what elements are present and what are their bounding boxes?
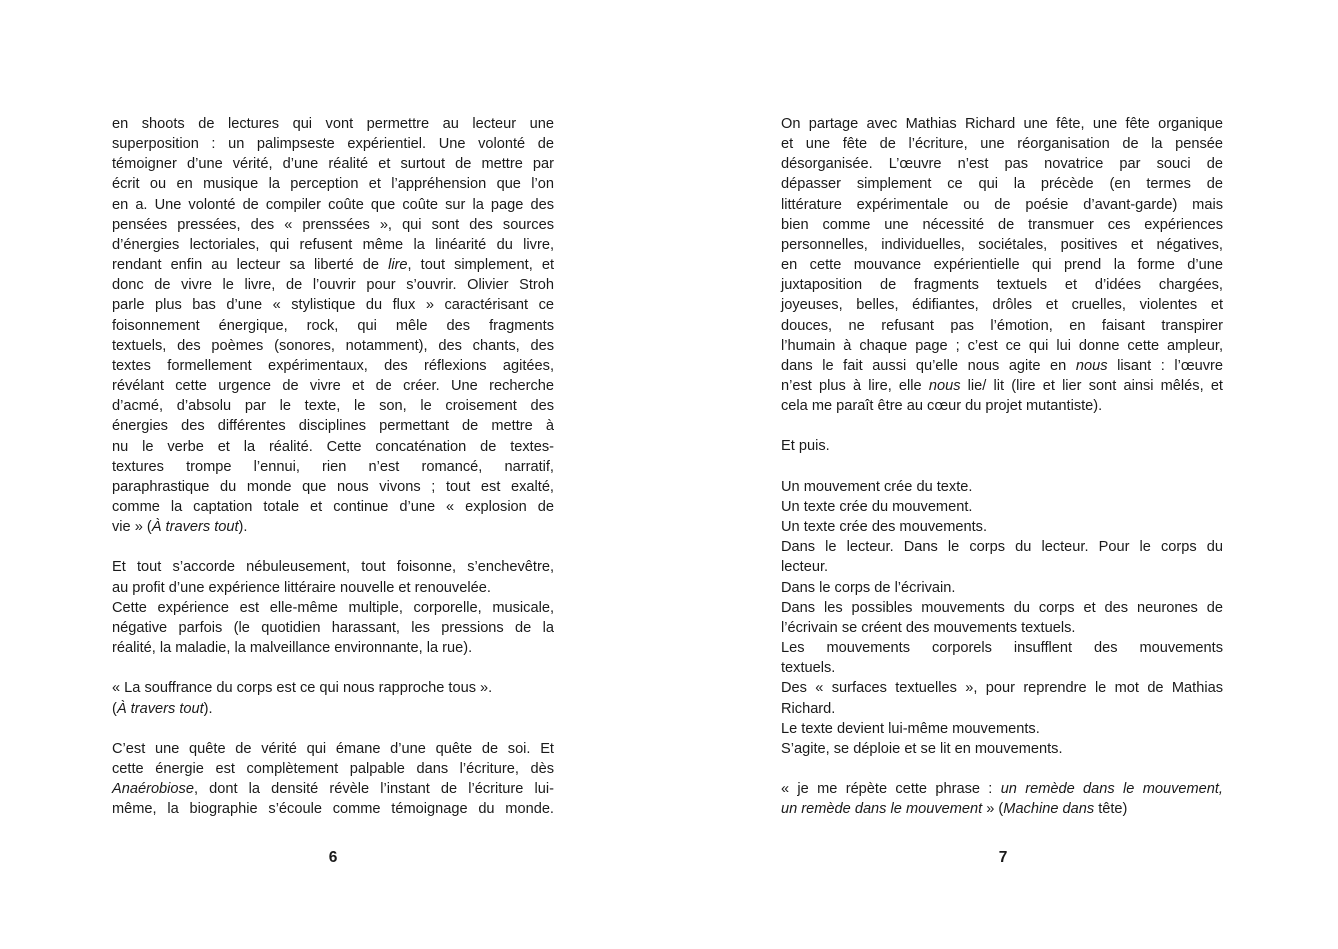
text-segment: superposition : un palimpseste expérientiel. Une volonté de <box>112 136 554 153</box>
text-segment: Cette expérience est elle-même multiple, corporelle, musicale, <box>112 599 554 616</box>
text-segment: écrit ou en musique la perception et l’appréhension que l’on <box>112 176 554 193</box>
text-line <box>112 739 554 759</box>
text-line <box>781 295 1223 315</box>
text-segment: textuels. <box>781 660 836 677</box>
text-segment: l’écrivain se créent des mouvements textuels. <box>781 619 1076 636</box>
text-segment: lie/ lit (lire et lier sont ainsi mêlés, et <box>960 378 1223 395</box>
text-line <box>781 174 1223 194</box>
text-segment: tête) <box>1094 801 1128 818</box>
text-segment: textures trompe l’ennui, rien n’est romancé, narratif, <box>112 458 554 475</box>
text-segment: joyeuses, belles, édifiantes, drôles et cruelles, violentes et <box>781 297 1223 314</box>
text-line <box>781 255 1223 275</box>
text-segment: littérature expérimentale ou de poésie d’avant-garde) mais <box>781 196 1223 213</box>
text-segment: même, la biographie s’écoule comme témoignage du monde. <box>112 801 554 818</box>
italic-text: Machine dans <box>1003 801 1095 818</box>
text-segment: dans le fait aussi qu’elle nous agite en <box>781 357 1076 374</box>
text-segment: négative parfois (le quotidien harassant, les pressions de la <box>112 619 554 636</box>
text-line <box>112 134 554 154</box>
text-segment: , dont la densité révèle l’instant de l’écriture lui- <box>193 781 554 798</box>
text-line <box>112 174 554 194</box>
text-line <box>112 235 554 255</box>
text-segment: d’énergies lectoriales, qui refusent même la linéarité du livre, <box>112 236 554 253</box>
text-line <box>112 215 554 235</box>
text-line <box>781 134 1223 154</box>
text-line <box>112 437 554 457</box>
blank-line <box>112 719 554 739</box>
text-segment: Un texte crée des mouvements. <box>781 519 988 536</box>
italic-text: nous <box>928 378 961 395</box>
text-line <box>781 638 1223 658</box>
text-segment: personnelles, individuelles, sociétales, positives et négatives, <box>781 236 1223 253</box>
text-line <box>112 154 554 174</box>
text-line <box>112 477 554 497</box>
right-page-text <box>781 114 1223 819</box>
text-segment: bien comme une nécessité de transmuer ces expériences <box>781 216 1223 233</box>
text-line <box>781 557 1223 577</box>
text-segment: dépasser simplement ce qui la précède (en termes de <box>781 176 1223 193</box>
text-line <box>112 336 554 356</box>
text-segment: cette énergie est complètement palpable dans l’écriture, dès <box>112 760 554 777</box>
text-segment: Et tout s’accorde nébuleusement, tout foisonne, s’enchevêtre, <box>112 559 554 576</box>
text-segment: réalité, la maladie, la malveillance environnante, la rue). <box>112 640 473 657</box>
text-line <box>112 779 554 799</box>
text-line <box>112 759 554 779</box>
text-segment: cela me paraît être au cœur du projet mutantiste). <box>781 398 1103 415</box>
text-segment: vie » ( <box>112 519 152 536</box>
text-line <box>781 356 1223 376</box>
text-segment: paraphrastique du monde que nous vivons ; tout est exalté, <box>112 478 554 495</box>
text-line <box>112 618 554 638</box>
text-line <box>112 578 554 598</box>
text-line <box>781 618 1223 638</box>
text-line <box>112 517 554 537</box>
text-line <box>781 779 1223 799</box>
text-segment: « La souffrance du corps est ce qui nous rapproche tous ». <box>112 680 493 697</box>
text-segment: Les mouvements corporels insufflent des mouvements <box>781 640 1223 657</box>
text-line <box>112 396 554 416</box>
text-segment: ). <box>238 519 248 536</box>
text-segment: en a. Une volonté de compiler coûte que coûte sur la page des <box>112 196 554 213</box>
text-line <box>781 739 1223 759</box>
text-segment: comme la captation totale et continue d’une « explosion de <box>112 498 554 515</box>
page-number-right: 7 <box>998 849 1008 866</box>
text-line <box>112 376 554 396</box>
text-segment: pensées pressées, des « prenssées », qui sont des sources <box>112 216 554 233</box>
text-segment: Un mouvement crée du texte. <box>781 478 973 495</box>
text-segment: Des « surfaces textuelles », pour reprendre le mot de Mathias <box>781 680 1223 697</box>
text-segment: Le texte devient lui-même mouvements. <box>781 720 1040 737</box>
left-page-text <box>112 114 554 819</box>
text-line <box>112 638 554 658</box>
text-line <box>112 678 554 698</box>
text-line <box>112 356 554 376</box>
text-segment: parle plus bas d’une « stylistique du flux » caractérisant ce <box>112 297 554 314</box>
italic-text: nous <box>1075 357 1108 374</box>
text-segment: d’acmé, d’absolu par le texte, le son, le croisement des <box>112 398 554 415</box>
page-number-left: 6 <box>328 849 338 866</box>
text-segment: douces, ne refusant pas l’émotion, en faisant transpirer <box>781 317 1223 334</box>
text-segment: « je me répète cette phrase : <box>781 781 1001 798</box>
text-line <box>112 114 554 134</box>
blank-line <box>781 457 1223 477</box>
text-line <box>112 799 554 819</box>
text-line <box>781 336 1223 356</box>
text-line <box>112 699 554 719</box>
text-segment: juxtaposition de fragments textuels et d’idées chargées, <box>781 277 1223 294</box>
text-line <box>781 497 1223 517</box>
text-segment: ). <box>203 700 213 717</box>
text-line <box>781 537 1223 557</box>
italic-text: lire <box>388 257 408 274</box>
text-line <box>781 235 1223 255</box>
text-line <box>781 275 1223 295</box>
text-line <box>781 517 1223 537</box>
text-segment: Et puis. <box>781 438 830 455</box>
text-line <box>112 598 554 618</box>
text-line <box>112 416 554 436</box>
text-line <box>781 376 1223 396</box>
text-segment: rendant enfin au lecteur sa liberté de <box>112 257 389 274</box>
text-segment: On partage avec Mathias Richard une fête, une fête organique <box>781 116 1223 132</box>
italic-text: un remède dans le mouvement <box>781 801 983 818</box>
text-line <box>112 316 554 336</box>
text-segment: révélant cette urgence de vivre et de créer. Une recherche <box>112 378 554 395</box>
text-line <box>112 557 554 577</box>
text-segment: ( <box>112 700 117 717</box>
text-line <box>112 295 554 315</box>
text-segment: Dans le corps de l’écrivain. <box>781 579 956 596</box>
text-segment: Dans le lecteur. Dans le corps du lecteur. Pour le corps du <box>781 539 1223 556</box>
text-line <box>112 195 554 215</box>
text-line <box>781 114 1223 134</box>
text-segment: textes formellement expérimentaux, des réflexions agitées, <box>112 357 554 374</box>
text-line <box>781 436 1223 456</box>
text-segment: Un texte crée du mouvement. <box>781 498 973 515</box>
text-line <box>781 195 1223 215</box>
text-line <box>781 799 1223 819</box>
italic-text: un remède dans le mouvement, <box>1000 781 1223 798</box>
text-line <box>112 275 554 295</box>
text-line <box>112 497 554 517</box>
italic-text: Anaérobiose <box>112 781 194 798</box>
blank-line <box>112 537 554 557</box>
text-segment: » ( <box>982 801 1004 818</box>
text-line <box>781 154 1223 174</box>
text-segment: S’agite, se déploie et se lit en mouvements. <box>781 740 1063 757</box>
text-line <box>781 699 1223 719</box>
text-segment: C’est une quête de vérité qui émane d’une quête de soi. Et <box>112 740 554 757</box>
text-segment: textuels, des poèmes (sonores, notamment), des chants, des <box>112 337 554 354</box>
text-line <box>781 477 1223 497</box>
text-line <box>781 578 1223 598</box>
text-line <box>781 316 1223 336</box>
text-line <box>781 719 1223 739</box>
text-segment: témoigner d’une vérité, d’une réalité et surtout de mettre par <box>112 156 554 173</box>
blank-line <box>781 759 1223 779</box>
italic-text: À travers tout <box>151 519 239 536</box>
text-segment: lecteur. <box>781 559 829 576</box>
text-segment: , tout simplement, et <box>407 257 554 274</box>
blank-line <box>781 416 1223 436</box>
text-segment: et une fête de l’écriture, une réorganisation de la pensée <box>781 136 1223 153</box>
text-line <box>112 255 554 275</box>
text-segment: désorganisée. L’œuvre n’est pas novatrice par souci de <box>781 156 1223 173</box>
text-segment: foisonnement énergique, rock, qui mêle des fragments <box>112 317 554 334</box>
blank-line <box>112 658 554 678</box>
text-line <box>781 215 1223 235</box>
text-segment: l’humain à chaque page ; c’est ce qui lui donne cette ampleur, <box>781 337 1223 354</box>
text-line <box>112 457 554 477</box>
text-segment: au profit d’une expérience littéraire nouvelle et renouvelée. <box>112 579 491 596</box>
text-segment: Richard. <box>781 700 836 717</box>
text-segment: lisant : l’œuvre <box>1107 357 1223 374</box>
text-line <box>781 396 1223 416</box>
text-line <box>781 678 1223 698</box>
text-segment: en shoots de lectures qui vont permettre au lecteur une <box>112 116 554 132</box>
text-segment: énergies des différentes disciplines permettant de mettre à <box>112 418 554 435</box>
text-segment: Dans les possibles mouvements du corps et des neurones de <box>781 599 1223 616</box>
text-segment: en cette mouvance expérientielle qui prend la forme d’une <box>781 257 1223 274</box>
italic-text: À travers tout <box>116 700 204 717</box>
text-segment: nu le verbe et la réalité. Cette concaténation de textes- <box>112 438 554 455</box>
text-line <box>781 658 1223 678</box>
text-line <box>781 598 1223 618</box>
text-segment: n’est plus à lire, elle <box>781 378 929 395</box>
text-segment: donc de vivre le livre, de l’ouvrir pour s’ouvrir. Olivier Stroh <box>112 277 554 294</box>
